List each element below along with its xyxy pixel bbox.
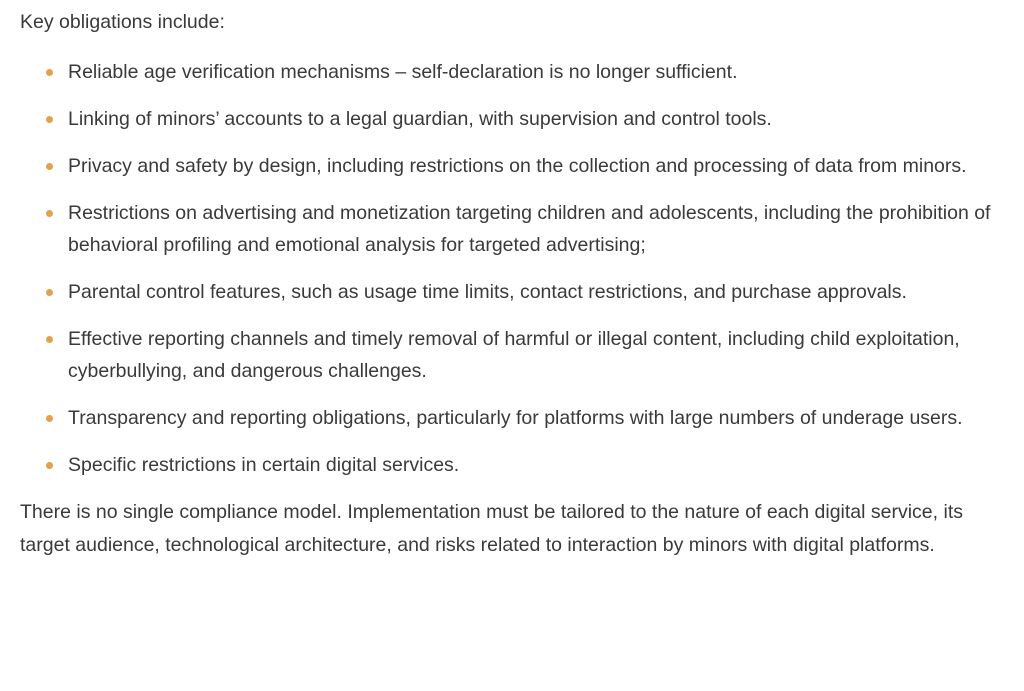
article-content	[20, 6, 1016, 562]
closing-paragraph: There is no single compliance model. Implementation must be tailored to the nature of each digital service, its target audience, technological architecture, and risks related to interaction by minors with digital platforms.	[20, 501, 963, 556]
bullet-icon	[46, 210, 53, 217]
bullet-icon	[46, 462, 53, 469]
list-item	[20, 197, 1016, 261]
list-item-text: Parental control features, such as usage time limits, contact restrictions, and purchase approvals.	[68, 281, 907, 303]
list-item	[20, 323, 1016, 387]
list-item	[20, 402, 1016, 434]
obligations-list	[20, 56, 1016, 481]
list-item	[20, 150, 1016, 182]
list-item	[20, 103, 1016, 135]
list-item-text: Privacy and safety by design, including restrictions on the collection and processing of data from minors.	[68, 155, 967, 177]
bullet-icon	[46, 116, 53, 123]
bullet-icon	[46, 415, 53, 422]
list-item-text: Effective reporting channels and timely removal of harmful or illegal content, including child exploitation, cyberbullying, and dangerous challenges.	[68, 328, 960, 382]
intro-paragraph: Key obligations include:	[20, 11, 225, 33]
bullet-icon	[46, 336, 53, 343]
list-item	[20, 56, 1016, 88]
list-item-text: Linking of minors’ accounts to a legal guardian, with supervision and control tools.	[68, 108, 772, 130]
bullet-icon	[46, 69, 53, 76]
list-item-text: Restrictions on advertising and monetization targeting children and adolescents, including the prohibition of behavioral profiling and emotional analysis for targeted advertising;	[68, 202, 991, 256]
list-item-text: Specific restrictions in certain digital services.	[68, 454, 460, 476]
list-item	[20, 449, 1016, 481]
bullet-icon	[46, 163, 53, 170]
bullet-icon	[46, 289, 53, 296]
list-item-text: Reliable age verification mechanisms – self-declaration is no longer sufficient.	[68, 61, 738, 83]
list-item	[20, 276, 1016, 308]
list-item-text: Transparency and reporting obligations, particularly for platforms with large numbers of underage users.	[68, 407, 963, 429]
